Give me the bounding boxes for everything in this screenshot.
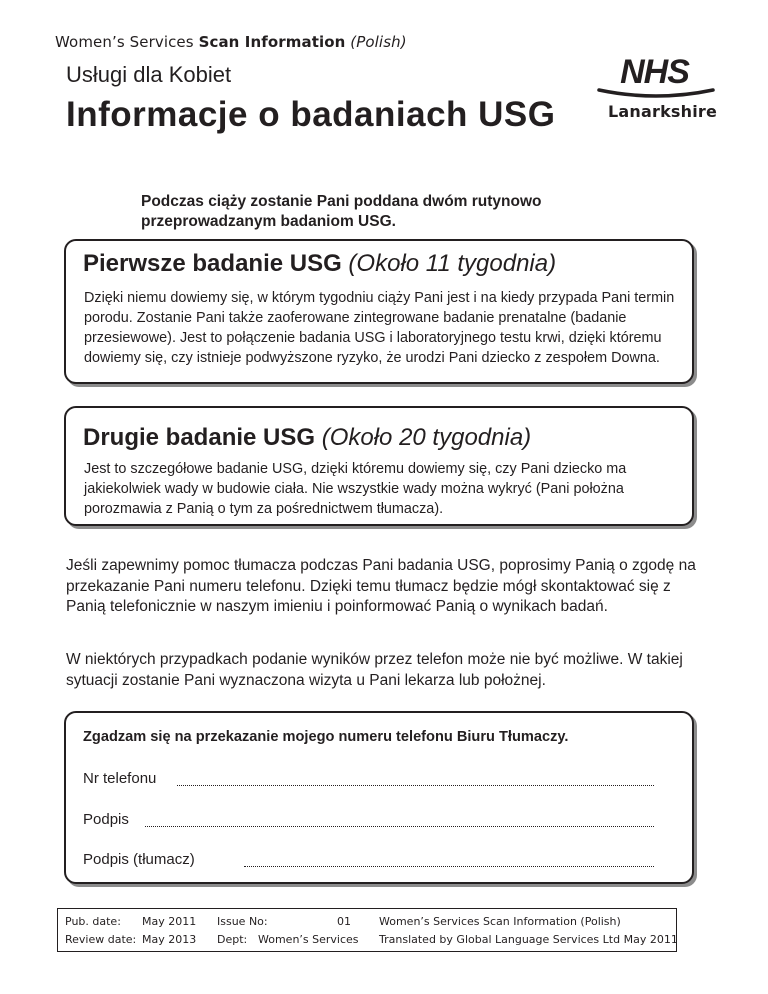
pub-date-label: Pub. date: <box>65 915 121 928</box>
footer-translation-credit: Translated by Global Language Services Ltd May 2011 <box>379 933 678 946</box>
pub-date-value: May 2011 <box>142 915 197 928</box>
phone-number-field[interactable] <box>177 784 654 786</box>
review-date-label: Review date: <box>65 933 137 946</box>
interpreter-signature-label: Podpis (tłumacz) <box>83 851 195 868</box>
first-scan-timing: (Około 11 tygodnia) <box>341 250 557 277</box>
interpreter-signature-field[interactable] <box>244 865 654 867</box>
second-scan-heading <box>83 424 531 452</box>
series-bold: Scan Information <box>198 33 346 51</box>
page-subtitle: Usługi dla Kobiet <box>66 62 232 87</box>
issue-label: Issue No: <box>217 915 268 928</box>
review-date-value: May 2013 <box>142 933 197 946</box>
nhs-logo-mark: NHS <box>620 53 689 91</box>
nhs-logo-box <box>596 50 713 92</box>
series-language: (Polish) <box>345 33 407 51</box>
dept-value: Women’s Services <box>258 933 359 946</box>
series-title <box>55 33 407 51</box>
series-prefix: Women’s Services <box>55 33 199 51</box>
consent-form <box>64 711 694 884</box>
document-footer <box>57 908 677 952</box>
interpreter-paragraph: Jeśli zapewnimy pomoc tłumacza podczas Pani badania USG, poprosimy Panią o zgodę na przekazanie Pani numeru telefonu. Dzięki temu tłumacz będzie mógł skontaktować się z Panią telefonicznie w naszym imieniu i poinformować Panią o wynikach badań. <box>66 557 696 615</box>
nhs-region-name: Lanarkshire <box>608 102 718 121</box>
intro-text: Podczas ciąży zostanie Pani poddana dwóm rutynowo przeprowadzanym badaniom USG. <box>141 193 542 230</box>
second-scan-title: Drugie badanie USG <box>83 424 316 451</box>
signature-label: Podpis <box>83 811 129 828</box>
consent-heading: Zgadzam się na przekazanie mojego numeru telefonu Biuru Tłumaczy. <box>83 729 569 745</box>
signature-field[interactable] <box>145 825 654 827</box>
nhs-swoosh-icon <box>597 88 715 100</box>
issue-value: 01 <box>337 915 351 928</box>
second-scan-timing: (Około 20 tygodnia) <box>315 424 532 451</box>
second-scan-panel <box>64 406 694 526</box>
nhs-logo <box>596 50 720 122</box>
first-scan-title: Pierwsze badanie USG <box>83 250 342 277</box>
first-scan-heading <box>83 250 556 278</box>
page-title: Informacje o badaniach USG <box>66 95 556 134</box>
dept-label: Dept: <box>217 933 248 946</box>
second-scan-text: Jest to szczegółowe badanie USG, dzięki któremu dowiemy się, czy Pani dziecko ma jakiekolwiek wady w budowie ciała. Nie wszystkie wady można wykryć (Pani położna porozmawia z Panią o tym za pośrednictwem tłumacza). <box>84 461 627 517</box>
phone-label: Nr telefonu <box>83 770 157 787</box>
footer-document-title: Women’s Services Scan Information (Polish) <box>379 915 621 928</box>
first-scan-panel <box>64 239 694 384</box>
appointment-paragraph: W niektórych przypadkach podanie wyników przez telefon może nie być możliwe. W takiej sytuacji zostanie Pani wyznaczona wizyta u Pani lekarza lub położnej. <box>66 651 683 689</box>
first-scan-text: Dzięki niemu dowiemy się, w którym tygodniu ciąży Pani jest i na kiedy przypada Pani termin porodu. Zostanie Pani także zaoferowane zintegrowane badanie prenatalne (badanie przesiewowe). Jest to połączenie badania USG i laboratoryjnego testu krwi, dzięki któremu dowiemy się, czy istnieje podwyższone ryzyko, że urodzi Pani dziecko z zespołem Downa. <box>84 290 675 366</box>
